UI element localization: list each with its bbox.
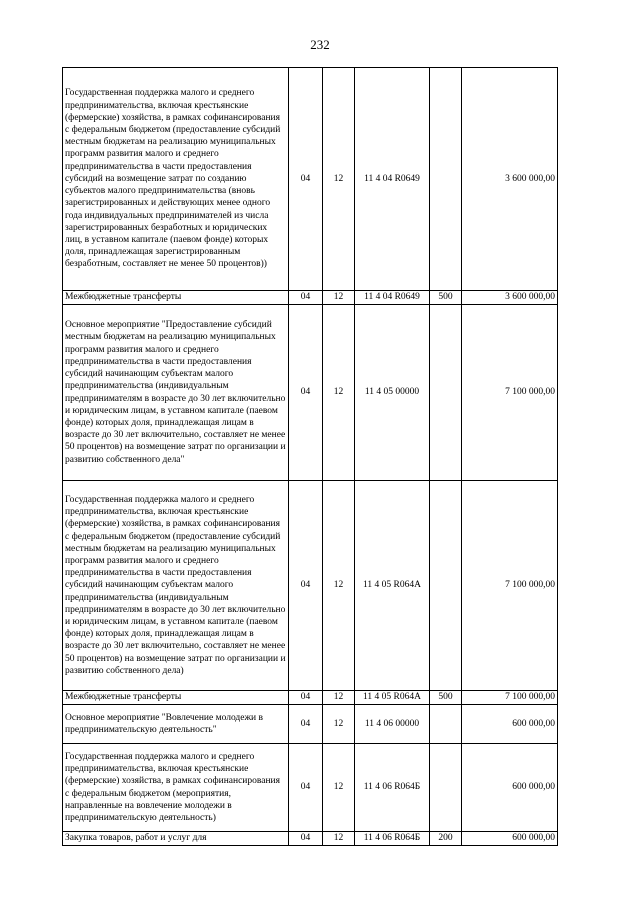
row-subsection: 12 <box>323 832 355 846</box>
row-name: Основное мероприятие "Вовлечение молодежи в предпринимательскую деятельность" <box>63 705 289 744</box>
row-expense-type <box>430 305 462 481</box>
row-name: Государственная поддержка малого и среднего предпринимательства, включая крестьянские (фермерские) хозяйства, в рамках софинансирования с федеральным бюджетом (мероприятия, направленные на вовлечение молодежи в предпринимательскую деятельность) <box>63 744 289 832</box>
row-section: 04 <box>289 744 323 832</box>
row-section: 04 <box>289 305 323 481</box>
table-row <box>63 305 558 481</box>
row-amount: 3 600 000,00 <box>462 68 558 291</box>
row-target-code: 11 4 06 R064Б <box>355 744 430 832</box>
row-expense-type: 500 <box>430 691 462 705</box>
table-row <box>63 481 558 691</box>
row-expense-type: 200 <box>430 832 462 846</box>
row-amount: 3 600 000,00 <box>462 291 558 305</box>
row-section: 04 <box>289 291 323 305</box>
row-subsection: 12 <box>323 481 355 691</box>
table-row <box>63 68 558 291</box>
row-section: 04 <box>289 68 323 291</box>
row-section: 04 <box>289 832 323 846</box>
row-section: 04 <box>289 481 323 691</box>
row-subsection: 12 <box>323 291 355 305</box>
row-amount: 600 000,00 <box>462 744 558 832</box>
row-subsection: 12 <box>323 691 355 705</box>
row-expense-type <box>430 744 462 832</box>
row-target-code: 11 4 05 00000 <box>355 305 430 481</box>
row-target-code: 11 4 05 R064A <box>355 481 430 691</box>
table-row <box>63 832 558 846</box>
table-row <box>63 705 558 744</box>
table-row <box>63 744 558 832</box>
row-expense-type <box>430 68 462 291</box>
row-subsection: 12 <box>323 68 355 291</box>
row-expense-type <box>430 705 462 744</box>
row-amount: 600 000,00 <box>462 832 558 846</box>
table-row <box>63 691 558 705</box>
row-name: Межбюджетные трансферты <box>63 291 289 305</box>
row-subsection: 12 <box>323 305 355 481</box>
row-section: 04 <box>289 691 323 705</box>
row-target-code: 11 4 06 00000 <box>355 705 430 744</box>
page-number: 232 <box>310 37 330 52</box>
row-target-code: 11 4 04 R0649 <box>355 68 430 291</box>
row-section: 04 <box>289 705 323 744</box>
row-name: Государственная поддержка малого и среднего предпринимательства, включая крестьянские (фермерские) хозяйства, в рамках софинансирования с федеральным бюджетом (предоставление субсидий местным бюджетам на реализацию муниципальных программ развития малого и среднего предпринимательства в части предоставления субсидий начинающим субъектам малого предпринимательства (индивидуальным предпринимателям в возрасте до 30 лет включительно и юридическим лицам, в уставном капитале (паевом фонде) которых доля, принадлежащая лицам в возрасте до 30 лет включительно, составляет не менее 50 процентов) на возмещение затрат по организации и развитию собственного дела) <box>63 481 289 691</box>
row-subsection: 12 <box>323 744 355 832</box>
row-expense-type <box>430 481 462 691</box>
row-amount: 7 100 000,00 <box>462 481 558 691</box>
row-expense-type: 500 <box>430 291 462 305</box>
row-name: Основное мероприятие "Предоставление субсидий местным бюджетам на реализацию муниципальных программ развития малого и среднего предпринимательства в части предоставления субсидий начинающим субъектам малого предпринимательства (индивидуальным предпринимателям в возрасте до 30 лет включительно и юридическим лицам, в уставном капитале (паевом фонде) которых доля, принадлежащая лицам в возрасте до 30 лет включительно, составляет не менее 50 процентов) на возмещение затрат по организации и развитию собственного дела" <box>63 305 289 481</box>
row-amount: 7 100 000,00 <box>462 305 558 481</box>
table-row <box>63 291 558 305</box>
row-subsection: 12 <box>323 705 355 744</box>
row-target-code: 11 4 05 R064A <box>355 691 430 705</box>
row-target-code: 11 4 06 R064Б <box>355 832 430 846</box>
row-target-code: 11 4 04 R0649 <box>355 291 430 305</box>
row-name: Закупка товаров, работ и услуг для <box>63 832 289 846</box>
row-name: Межбюджетные трансферты <box>63 691 289 705</box>
row-amount: 600 000,00 <box>462 705 558 744</box>
row-amount: 7 100 000,00 <box>462 691 558 705</box>
row-name: Государственная поддержка малого и среднего предпринимательства, включая крестьянские (фермерские) хозяйства, в рамках софинансирования с федеральным бюджетом (предоставление субсидий местным бюджетам на реализацию муниципальных программ развития малого и среднего предпринимательства в части предоставления субсидий на возмещение затрат по созданию субъектов малого предпринимательства (вновь зарегистрированных и действующих менее одного года индивидуальных предпринимателей из числа зарегистрированных безработных и юридических лиц, в уставном капитале (паевом фонде) которых доля, принадлежащая зарегистрированным безработным, составляет не менее 50 процентов)) <box>63 68 289 291</box>
budget-table <box>62 67 558 846</box>
